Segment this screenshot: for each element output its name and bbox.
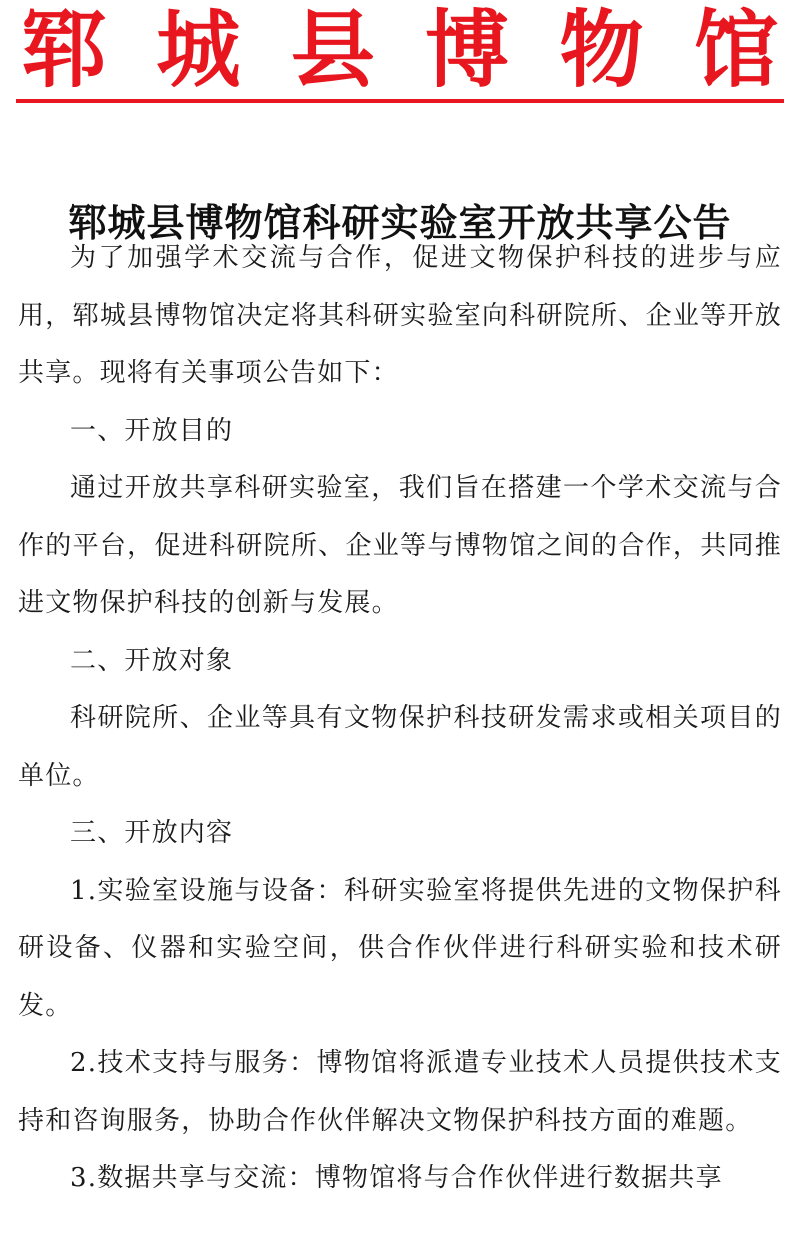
letterhead (0, 0, 800, 110)
section-heading-audience: 二、开放对象 (70, 645, 234, 676)
letterhead-char: 物 (559, 1, 644, 99)
red-divider-rule (16, 99, 784, 103)
letterhead-char: 郓 (21, 1, 106, 99)
letterhead-char: 馆 (693, 1, 778, 99)
letterhead-char: 县 (290, 1, 375, 99)
letterhead-char: 博 (425, 1, 510, 99)
audience-paragraph: 科研院所、企业等具有文物保护科技研发需求或相关项目的单位。 (18, 703, 782, 791)
document-title: 郓城县博物馆科研实验室开放共享公告 (68, 201, 732, 246)
content-item-facilities: 1.实验室设施与设备：科研实验室将提供先进的文物保护科研设备、仪器和实验空间，供合作伙伴进行科研实验和技术研发。 (18, 875, 782, 1021)
letterhead-char: 城 (156, 1, 241, 99)
content-item-support: 2.技术支持与服务：博物馆将派遣专业技术人员提供技术支持和咨询服务，协助合作伙伴解决文物保护科技方面的难题。 (18, 1048, 782, 1136)
section-heading-content: 三、开放内容 (70, 818, 234, 848)
intro-paragraph: 为了加强学术交流与合作，促进文物保护科技的进步与应用，郓城县博物馆决定将其科研实验室向科研院所、企业等开放共享。现将有关事项公告如下： (18, 243, 782, 388)
letterhead-title (18, 1, 782, 99)
purpose-paragraph: 通过开放共享科研实验室，我们旨在搭建一个学术交流与合作的平台，促进科研院所、企业等与博物馆之间的合作，共同推进文物保护科技的创新与发展。 (18, 473, 782, 618)
section-heading-purpose: 一、开放目的 (70, 415, 234, 446)
document-body (18, 230, 782, 1208)
content-item-data-sharing: 3.数据共享与交流：博物馆将与合作伙伴进行数据共享 (70, 1163, 723, 1193)
